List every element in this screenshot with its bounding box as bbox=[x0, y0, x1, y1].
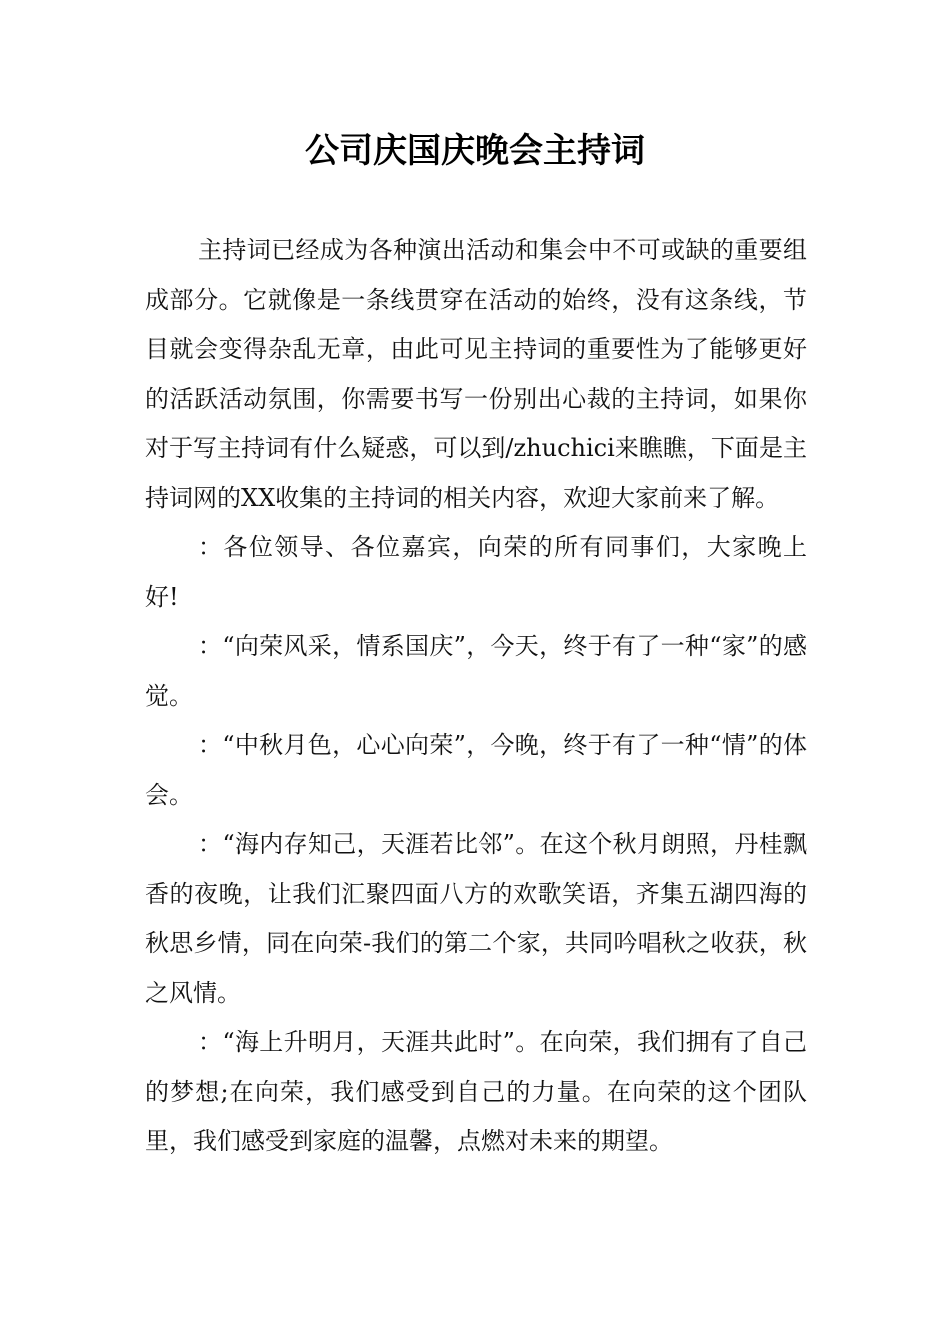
document-title: 公司庆国庆晚会主持词 bbox=[305, 131, 645, 171]
paragraph-intro: 主持词已经成为各种演出活动和集会中不可或缺的重要组成部分。它就像是一条线贯穿在活动的始终，没有这条线，节目就会变得杂乱无章，由此可见主持词的重要性为了能够更好的活跃活动氛围，你需要书写一份别出心裁的主持词，如果你对于写主持词有什么疑惑，可以到/zhuchici来瞧瞧，下面是主持词网的XX收集的主持词的相关内容，欢迎大家前来了解。 bbox=[145, 236, 807, 512]
paragraph-line-2: ：“中秋月色，心心向荣”，今晚，终于有了一种“情”的体会。 bbox=[145, 731, 807, 809]
paragraph-greeting: ：各位领导、各位嘉宾，向荣的所有同事们，大家晚上好! bbox=[145, 533, 807, 611]
paragraph-line-1: ：“向荣风采，情系国庆”，今天，终于有了一种“家”的感觉。 bbox=[145, 632, 807, 710]
document-body bbox=[145, 226, 807, 1167]
paragraph-line-3: ：“海内存知己，天涯若比邻”。在这个秋月朗照，丹桂飘香的夜晚，让我们汇聚四面八方的欢歌笑语，齐集五湖四海的秋思乡情，同在向荣-我们的第二个家，共同吟唱秋之收获，秋之风情。 bbox=[145, 830, 807, 1007]
paragraph-line-4: ：“海上升明月，天涯共此时”。在向荣，我们拥有了自己的梦想;在向荣，我们感受到自己的力量。在向荣的这个团队里，我们感受到家庭的温馨，点燃对未来的期望。 bbox=[145, 1028, 807, 1155]
